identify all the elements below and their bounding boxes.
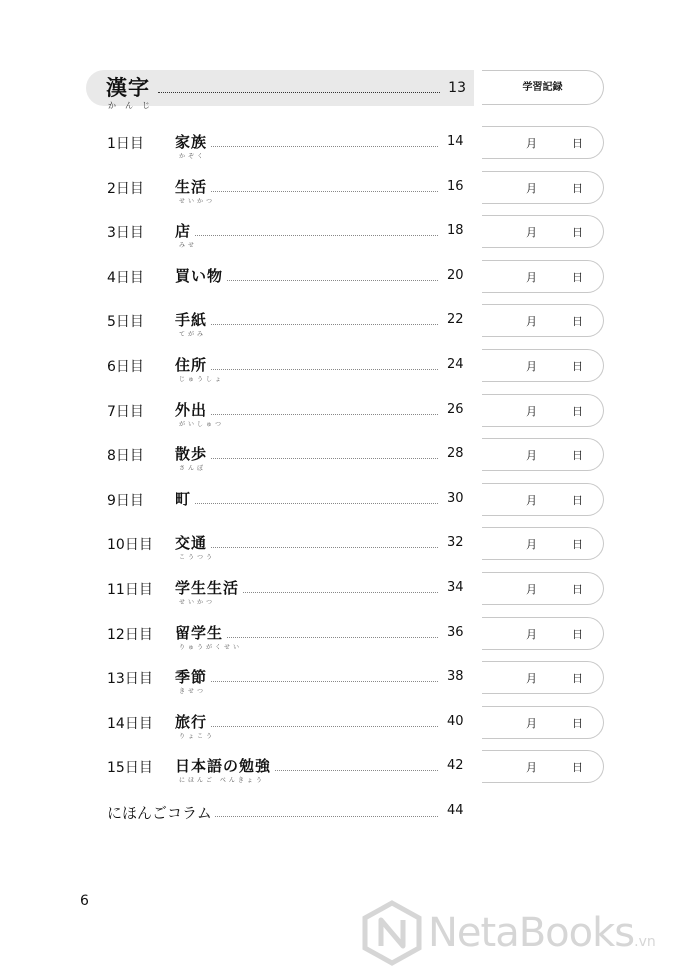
watermark (362, 900, 692, 970)
lesson-title: 旅行 (175, 712, 208, 731)
dot-leader (211, 369, 438, 370)
day-label: 9日目 (107, 492, 144, 509)
lesson-title: 店 (175, 222, 192, 241)
dot-leader (227, 280, 438, 281)
record-month-label: 月 (526, 360, 537, 373)
dot-leader (211, 726, 438, 727)
lesson-title-ruby: りゅうがくせい (179, 643, 243, 651)
lesson-title-ruby: りょこう (179, 732, 216, 740)
dot-leader (243, 592, 438, 593)
day-label: 8日目 (107, 448, 144, 465)
lesson-title-ruby: せいかつ (179, 599, 216, 606)
toc-row (0, 215, 700, 259)
lesson-title-ruby: がいしゅつ (179, 420, 225, 428)
section-page-number: 13 (448, 80, 466, 96)
lesson-title-ruby: みせ (179, 242, 198, 250)
day-label: 2日目 (107, 180, 144, 197)
toc-row (0, 171, 700, 215)
record-month-label: 月 (526, 627, 537, 641)
record-month-label: 月 (526, 181, 537, 195)
lesson-title: 季節 (175, 668, 208, 687)
record-box (482, 572, 604, 605)
lesson-title: 住所 (175, 356, 208, 374)
dot-leader (211, 414, 438, 415)
record-day-label: 日 (572, 360, 583, 373)
watermark-text (428, 910, 656, 956)
lesson-page-number: 38 (447, 669, 464, 685)
lesson-title-ruby: こうつう (179, 554, 216, 562)
record-day-label: 日 (572, 315, 583, 329)
dot-leader (158, 92, 440, 93)
record-month-label: 月 (526, 449, 537, 463)
lesson-title-ruby: てがみ (179, 331, 207, 339)
lesson-page-number: 18 (447, 223, 464, 239)
lesson-title-ruby: じゅうしょ (179, 376, 225, 383)
record-month-label: 月 (526, 538, 537, 552)
lesson-title: 家族 (175, 133, 208, 151)
dot-leader (211, 681, 438, 682)
column-label: にほんごコラム (107, 804, 212, 822)
day-label: 7日目 (107, 403, 144, 420)
lesson-title-ruby: さんぽ (179, 465, 207, 473)
toc-row (0, 260, 700, 304)
record-day-label: 日 (572, 716, 583, 730)
record-month-label: 月 (526, 315, 537, 329)
lesson-page-number: 32 (447, 535, 464, 551)
lesson-title: 交通 (175, 534, 208, 553)
study-record-header: 学習記録 (482, 70, 604, 105)
lesson-page-number: 30 (447, 490, 464, 506)
dot-leader (211, 146, 438, 147)
record-month-label: 月 (526, 493, 537, 507)
dot-leader (211, 547, 438, 548)
record-day-label: 日 (572, 404, 583, 418)
lesson-page-number: 42 (447, 758, 464, 774)
record-box (482, 126, 604, 159)
section-title: 漢字 (106, 76, 150, 100)
lesson-page-number: 16 (447, 178, 464, 194)
lesson-title: 日本語の勉強 (175, 757, 272, 776)
lesson-page-number: 34 (447, 580, 464, 595)
lesson-page-number: 24 (447, 357, 464, 372)
lesson-title: 生活 (175, 177, 208, 196)
record-month-label: 月 (526, 137, 537, 150)
dot-leader (227, 637, 438, 638)
page-number: 6 (80, 893, 89, 909)
record-box (482, 349, 604, 382)
toc-row (0, 572, 700, 616)
lesson-title-ruby: かぞく (179, 153, 207, 160)
record-box (482, 661, 604, 694)
day-label: 4日目 (107, 269, 144, 286)
lesson-title-ruby: にほんご べんきょう (179, 777, 265, 785)
toc-row (0, 750, 700, 794)
watermark-tld: .vn (634, 934, 656, 950)
dot-leader (211, 458, 438, 459)
record-month-label: 月 (526, 404, 537, 418)
toc-row (0, 126, 700, 170)
day-label: 12日目 (107, 626, 153, 643)
column-page-number: 44 (447, 803, 464, 818)
dot-leader (211, 324, 438, 325)
record-day-label: 日 (572, 493, 583, 507)
lesson-page-number: 14 (447, 134, 464, 149)
record-day-label: 日 (572, 449, 583, 463)
record-day-label: 日 (572, 672, 583, 686)
day-label: 1日目 (107, 136, 144, 152)
lesson-title: 買い物 (175, 266, 224, 285)
day-label: 3日目 (107, 225, 144, 242)
record-box (482, 260, 604, 293)
netabooks-logo-icon (362, 900, 422, 966)
lesson-title: 留学生 (175, 623, 224, 642)
dot-leader (275, 770, 438, 771)
day-label: 14日目 (107, 715, 153, 732)
section-header (86, 70, 474, 110)
lesson-page-number: 26 (447, 401, 464, 417)
lesson-page-number: 40 (447, 713, 464, 729)
lesson-title: 散歩 (175, 445, 208, 464)
record-box (482, 438, 604, 471)
record-day-label: 日 (572, 226, 583, 240)
record-month-label: 月 (526, 583, 537, 596)
toc-row (0, 617, 700, 661)
lesson-title-ruby: きせつ (179, 688, 207, 696)
day-label: 6日目 (107, 359, 144, 375)
toc-row (0, 527, 700, 571)
record-month-label: 月 (526, 672, 537, 686)
section-title-ruby: かんじ (108, 101, 159, 110)
record-box (482, 706, 604, 739)
toc-row (0, 483, 700, 527)
lesson-title: 学生生活 (175, 579, 240, 597)
dot-leader (211, 191, 438, 192)
toc-row (0, 304, 700, 348)
day-label: 11日目 (107, 582, 153, 598)
record-day-label: 日 (572, 627, 583, 641)
record-day-label: 日 (572, 181, 583, 195)
record-day-label: 日 (572, 137, 583, 150)
record-day-label: 日 (572, 538, 583, 552)
column-row (0, 800, 700, 830)
day-label: 15日目 (107, 760, 153, 777)
lesson-page-number: 22 (447, 312, 464, 328)
dot-leader (215, 816, 438, 817)
watermark-brand: NetaBooks (428, 910, 635, 956)
record-box (482, 394, 604, 427)
record-day-label: 日 (572, 761, 583, 775)
record-month-label: 月 (526, 270, 537, 284)
record-day-label: 日 (572, 583, 583, 596)
record-day-label: 日 (572, 270, 583, 284)
day-label: 13日目 (107, 671, 153, 688)
record-box (482, 527, 604, 560)
dot-leader (195, 503, 438, 504)
toc-row (0, 706, 700, 750)
record-box (482, 483, 604, 516)
toc-row (0, 438, 700, 482)
record-box (482, 171, 604, 204)
day-label: 10日目 (107, 537, 153, 554)
lesson-page-number: 20 (447, 267, 464, 283)
toc-row (0, 349, 700, 393)
lesson-title: 手紙 (175, 311, 208, 330)
toc-row (0, 394, 700, 438)
lesson-page-number: 36 (447, 624, 464, 640)
record-month-label: 月 (526, 226, 537, 240)
record-month-label: 月 (526, 716, 537, 730)
lesson-title-ruby: せいかつ (179, 197, 216, 205)
lesson-page-number: 28 (447, 446, 464, 462)
record-box (482, 304, 604, 337)
record-box (482, 750, 604, 783)
dot-leader (195, 235, 438, 236)
day-label: 5日目 (107, 314, 144, 331)
record-month-label: 月 (526, 761, 537, 775)
record-box (482, 215, 604, 248)
toc-row (0, 661, 700, 705)
lesson-title: 外出 (175, 400, 208, 419)
lesson-title: 町 (175, 489, 192, 508)
record-box (482, 617, 604, 650)
